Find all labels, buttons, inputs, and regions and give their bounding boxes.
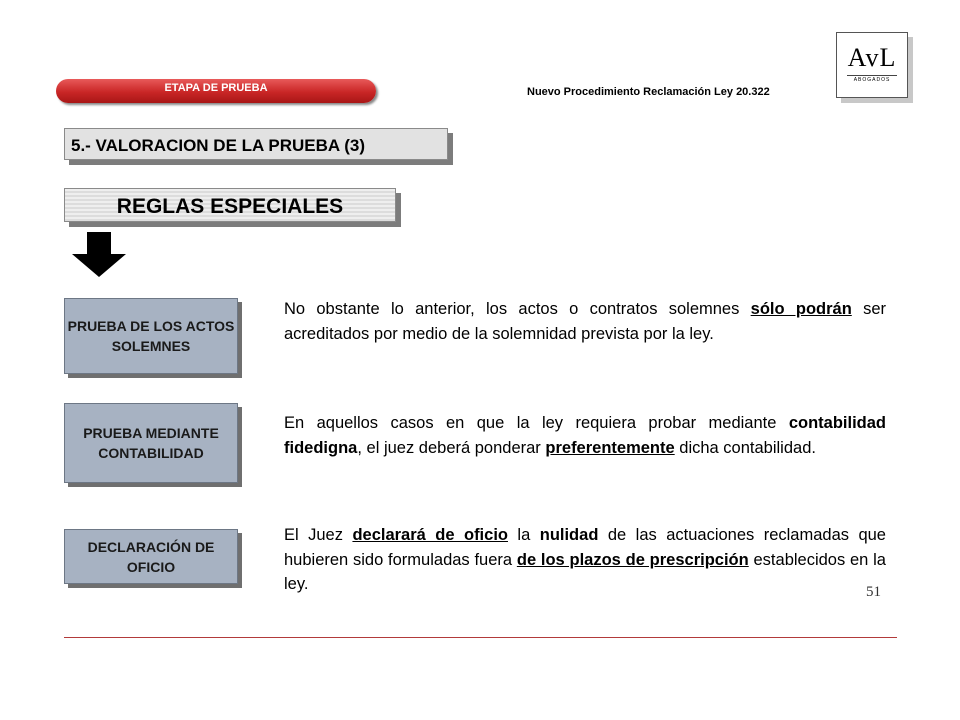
emphasis-run: nulidad xyxy=(539,526,599,544)
text-run: El Juez xyxy=(284,526,353,544)
logo-caption: ABOGADOS xyxy=(853,77,891,83)
section-title: 5.- VALORACION DE LA PRUEBA (3) xyxy=(64,128,448,160)
paragraph-ex-officio xyxy=(284,523,886,597)
label-ex-officio-text: DECLARACIÓN DE OFICIO xyxy=(87,538,215,575)
text-run: la xyxy=(507,526,540,544)
paragraph-accounting-evidence xyxy=(284,411,886,460)
page-number: 51 xyxy=(866,584,881,600)
text-run: establecidos en la ley. xyxy=(284,550,886,593)
label-accounting-evidence-text: PRUEBA MEDIANTE CONTABILIDAD xyxy=(83,425,219,461)
stage-tab: ETAPA DE PRUEBA xyxy=(56,79,376,103)
firm-logo xyxy=(836,32,908,98)
emphasis-run: sólo podrán xyxy=(750,300,852,318)
text-run: En aquellos casos en que la ley requiera probar mediante xyxy=(284,414,789,432)
text-run: de las actuaciones reclamadas que hubieren sido formuladas fuera xyxy=(284,526,886,569)
emphasis-run: contabilidad fidedigna xyxy=(284,414,886,457)
emphasis-run: preferentemente xyxy=(545,438,675,457)
paragraph-solemn-acts xyxy=(284,297,886,346)
label-ex-officio xyxy=(64,529,238,584)
label-solemn-acts-text: PRUEBA DE LOS ACTOS SOLEMNES xyxy=(67,318,235,354)
text-run: No obstante lo anterior, los actos o contratos solemnes xyxy=(284,300,751,318)
label-accounting-evidence xyxy=(64,403,238,483)
label-solemn-acts xyxy=(64,298,238,374)
text-run: , el juez deberá ponderar xyxy=(357,438,546,457)
logo-mark: AvL xyxy=(847,43,897,72)
down-arrow-icon xyxy=(70,232,128,278)
rules-heading: REGLAS ESPECIALES xyxy=(64,188,396,222)
text-run: ser acreditados por medio de la solemnidad prevista por la ley. xyxy=(284,300,886,343)
logo-divider xyxy=(847,75,897,76)
emphasis-run: declarará de oficio xyxy=(352,526,508,544)
text-run: dicha contabilidad. xyxy=(674,438,816,457)
header-subtitle: Nuevo Procedimiento Reclamación Ley 20.322 xyxy=(527,86,770,98)
emphasis-run: de los plazos de prescripción xyxy=(516,550,749,569)
bottom-divider xyxy=(64,637,897,638)
